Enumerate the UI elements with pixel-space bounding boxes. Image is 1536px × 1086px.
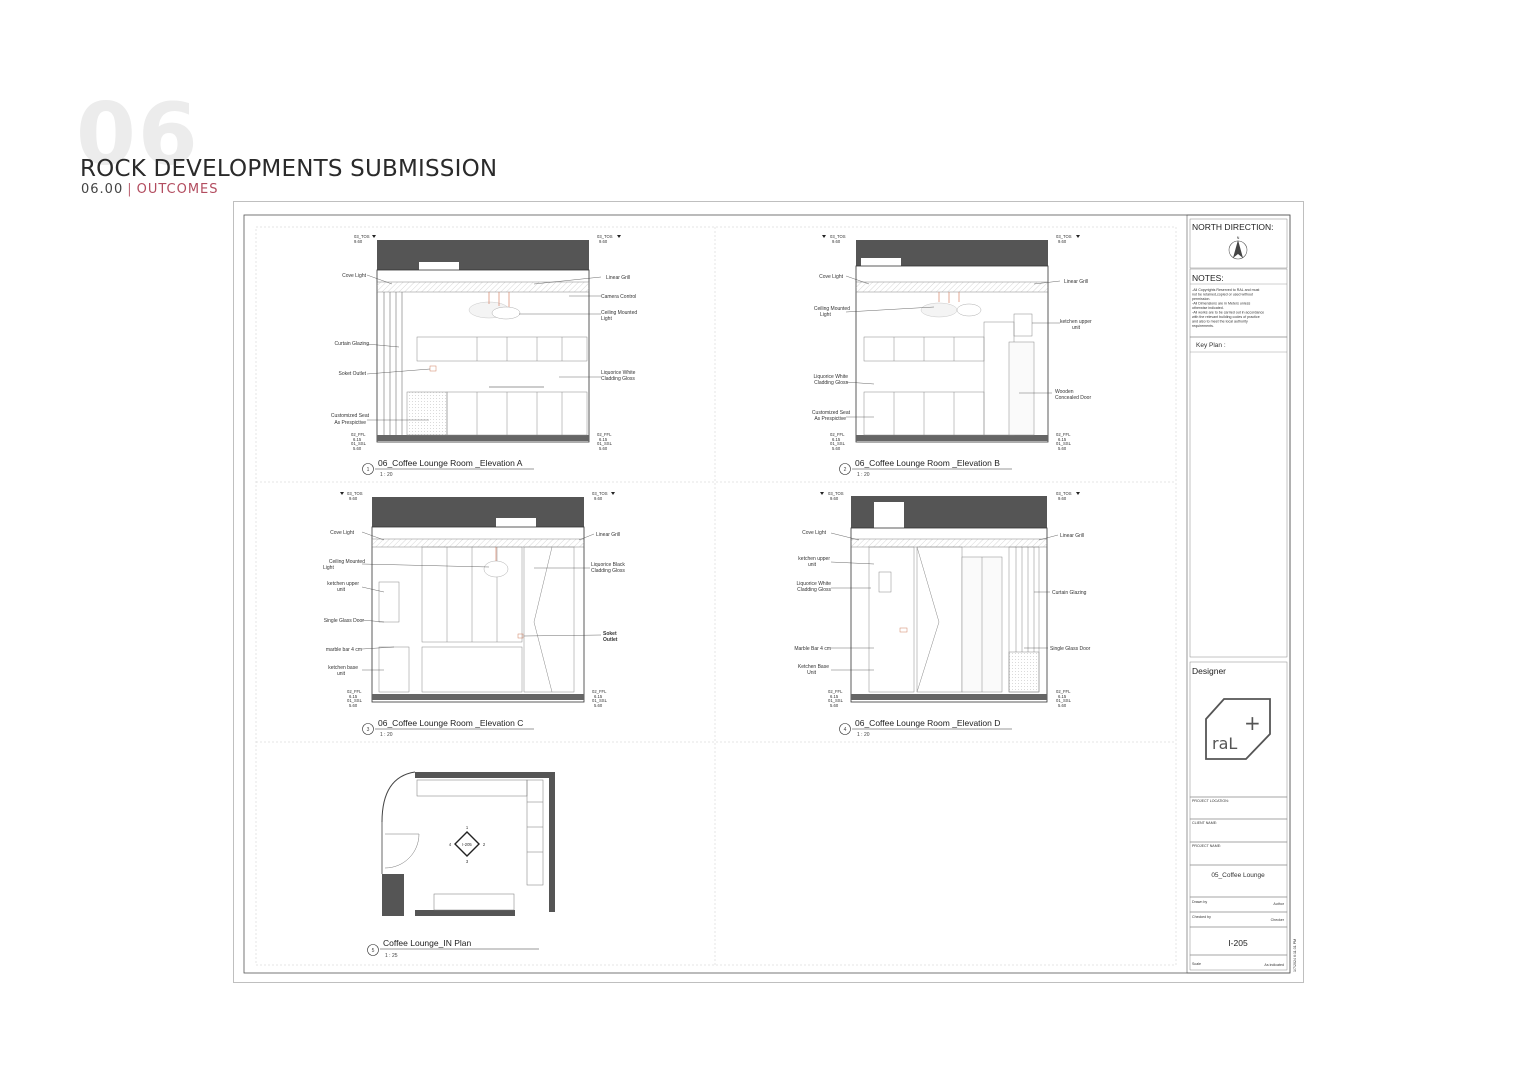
notes-line: not be retained,copied or used without: [1192, 292, 1253, 297]
elevation-b-label: Ceiling Mounted: [813, 306, 850, 312]
level-tos-value: 9.60: [349, 496, 358, 501]
level-ssl-value: 5.60: [1058, 703, 1067, 708]
elevation-a: [331, 234, 637, 478]
elevation-d-label: Single Glass Door: [1050, 646, 1091, 652]
level-tos: 03_TOS: [354, 234, 370, 239]
elevation-c-label: unit: [336, 587, 345, 593]
elevation-b-title: 06_Coffee Lounge Room _Elevation B: [855, 458, 1000, 468]
level-ffl-value: 6.15: [349, 694, 358, 699]
level-ffl-value: 6.15: [599, 437, 608, 442]
elevation-c-scale: 1 : 20: [380, 732, 393, 738]
level-ffl-value: 6.15: [830, 694, 839, 699]
level-tos: 03_TOS: [828, 491, 844, 496]
level-ssl-value: 5.60: [353, 446, 362, 451]
notes-line: -All Copyrights Reserved to RAL and must: [1192, 288, 1260, 292]
elevation-d-label: Linear Grill: [1060, 533, 1085, 539]
notes-line: otherwise indicated.: [1192, 306, 1224, 310]
elevation-d-label: Unit: [807, 670, 816, 676]
elevation-c-wall: [372, 527, 584, 702]
elevation-d-scale: 1 : 20: [857, 732, 870, 738]
floor-plan: [368, 772, 556, 959]
level-tos: 03_TOS: [830, 234, 846, 239]
section-name: OUTCOMES: [136, 182, 219, 197]
level-ssl: 01_SSL: [351, 441, 366, 446]
elevation-c-label: ketchen base: [328, 665, 358, 671]
plan-mark-4: 4: [448, 842, 452, 847]
plan-tag: I-205: [462, 842, 472, 847]
date-stamp: 1/7/2024 6:11:31 PM: [1293, 938, 1297, 972]
level-ssl-value: 5.60: [832, 446, 841, 451]
elevation-b-label: Customized Seat: [811, 410, 850, 416]
plan-scale: 1 : 25: [385, 953, 398, 959]
ral-logo: [1206, 699, 1270, 759]
level-ffl: 02_FFL: [1056, 689, 1071, 694]
elevation-d: [794, 491, 1090, 738]
elevation-c-label: Soket: [603, 631, 617, 637]
plan-title: Coffee Lounge_IN Plan: [383, 938, 472, 948]
elevation-d-label: Ketchen Base: [797, 664, 829, 670]
elevation-d-label: Marble Bar 4 cm: [794, 646, 831, 652]
level-ssl: 01_SSL: [347, 698, 362, 703]
elevation-a-label: Camera Control: [601, 294, 637, 300]
level-ffl: 02_FFL: [828, 689, 843, 694]
level-ssl: 01_SSL: [597, 441, 612, 446]
checked-by-label: Checked by: [1192, 915, 1211, 919]
level-ffl: 02_FFL: [347, 689, 362, 694]
elevation-a-label: Curtain Glazing: [334, 341, 369, 347]
elevation-c-label: Outlet: [603, 637, 618, 643]
level-ssl-value: 5.60: [599, 446, 608, 451]
elevation-a-label: Soket Outlet: [338, 371, 366, 377]
elevation-c-label: unit: [336, 671, 345, 677]
plan-mark-2: 2: [482, 842, 486, 847]
level-ssl-value: 5.60: [830, 703, 839, 708]
elevation-a-label: Light: [601, 316, 612, 322]
elevation-a-label: Linear Grill: [606, 275, 631, 281]
elevation-c-label: Linear Grill: [596, 532, 621, 538]
logo-text: raL: [1212, 734, 1238, 753]
elevation-d-label: Liquorice White: [796, 581, 831, 587]
level-ffl: 02_FFL: [830, 432, 845, 437]
elevation-d-label: Cove Light: [802, 530, 826, 536]
elevation-c-number: 3: [366, 727, 370, 733]
section-subtitle: [81, 182, 219, 197]
project-name-label: PROJECT NAME:: [1192, 844, 1222, 848]
notes-line: -All Dimensions are in Meters unless: [1192, 301, 1251, 306]
plan-mark-1: 1: [465, 825, 469, 830]
project-location-label: PROJECT LOCATION:: [1192, 799, 1229, 803]
elevation-c-label: ketchen upper: [327, 581, 359, 587]
level-tos: 03_TOS: [1056, 234, 1072, 239]
elevation-b-number: 2: [843, 467, 847, 473]
level-ffl-value: 6.15: [1058, 437, 1067, 442]
level-ssl: 01_SSL: [1056, 698, 1071, 703]
elevation-b-label: Linear Grill: [1064, 279, 1089, 285]
elevation-a-label: Ceiling Mounted: [601, 310, 638, 316]
elevation-b-label: Concealed Door: [1055, 395, 1092, 401]
elevation-b-label: Cladding Gloss: [814, 380, 848, 386]
elevation-b-label: Liquorice White: [813, 374, 848, 380]
key-plan-label: Key Plan :: [1196, 342, 1226, 349]
level-tos-value: 9.60: [1058, 496, 1067, 501]
elevation-b-label: ketchen upper: [1060, 319, 1092, 325]
level-ssl-value: 5.60: [594, 703, 603, 708]
level-ffl: 02_FFL: [592, 689, 607, 694]
level-ssl-value: 5.60: [349, 703, 358, 708]
level-ssl: 01_SSL: [830, 441, 845, 446]
level-ffl: 02_FFL: [597, 432, 612, 437]
drawn-by-label: Drawn by: [1192, 900, 1208, 904]
plan-number: 5: [371, 948, 375, 954]
checked-by: Checker: [1270, 918, 1284, 922]
elevation-b-label: unit: [1072, 325, 1081, 331]
drawing-sheet: [233, 201, 1304, 983]
level-tos-value: 9.60: [830, 496, 839, 501]
elevation-a-slab: [377, 240, 589, 270]
elevation-b-label: Cove Light: [819, 274, 843, 280]
elevation-c-label: Single Glass Door: [323, 618, 364, 624]
level-ssl: 01_SSL: [828, 698, 843, 703]
elevation-a-number: 1: [366, 467, 370, 473]
elevation-d-label: unit: [807, 562, 816, 568]
level-tos: 03_TOS: [347, 491, 363, 496]
elevation-c-label: Liquorice Black: [591, 562, 625, 568]
level-ffl-value: 6.15: [1058, 694, 1067, 699]
elevation-c-title: 06_Coffee Lounge Room _Elevation C: [378, 718, 524, 728]
level-tos-value: 9.60: [599, 239, 608, 244]
elevation-a-label: Customized Seat: [330, 413, 369, 419]
section-separator: |: [127, 182, 133, 197]
notes-line: requirements.: [1192, 324, 1214, 328]
level-ssl: 01_SSL: [592, 698, 607, 703]
elevation-c-label: Cove Light: [330, 530, 354, 536]
logo-plus: +: [1244, 711, 1261, 735]
scale-value: As indicated: [1264, 963, 1284, 967]
client-name-label: CLIENT NAME:: [1192, 821, 1218, 825]
elevation-a-title: 06_Coffee Lounge Room _Elevation A: [378, 458, 523, 468]
elevation-d-title: 06_Coffee Lounge Room _Elevation D: [855, 718, 1001, 728]
notes-line: -All works are to be carried out in accordance: [1192, 310, 1265, 315]
elevation-c: [323, 491, 625, 738]
level-tos: 03_TOS: [1056, 491, 1072, 496]
elevation-a-label: As Prespictive: [334, 420, 366, 426]
level-ffl: 02_FFL: [1056, 432, 1071, 437]
elevation-a-label: Liquorice White: [601, 370, 636, 376]
elevation-c-label: Ceiling Mounted: [328, 559, 365, 565]
drawn-by: Author: [1273, 902, 1284, 906]
elevation-d-number: 4: [843, 727, 847, 733]
elevation-b-label: Wooden: [1055, 389, 1074, 395]
notes-label: NOTES:: [1192, 273, 1224, 283]
level-tos: 03_TOS: [597, 234, 613, 239]
elevation-b-label: Light: [820, 312, 831, 318]
elevation-c-label: Cladding Gloss: [591, 568, 625, 574]
designer-label: Designer: [1192, 666, 1227, 676]
level-ssl: 01_SSL: [1056, 441, 1071, 446]
elevation-b: [812, 234, 1092, 478]
notes-line: with the relevant building codes of practice: [1192, 315, 1260, 319]
sheet-number: I-205: [1228, 938, 1248, 948]
elevation-a-label: Cladding Gloss: [601, 376, 635, 382]
project-name: 05_Coffee Lounge: [1211, 872, 1265, 879]
north-direction-label: NORTH DIRECTION:: [1192, 222, 1274, 232]
level-tos-value: 9.60: [594, 496, 603, 501]
notes-line: permission.: [1192, 297, 1211, 301]
level-tos: 03_TOS: [592, 491, 608, 496]
elevation-b-label: As Prespictive: [814, 416, 846, 422]
elevation-d-label: Cladding Gloss: [797, 587, 831, 593]
level-ffl-value: 6.15: [832, 437, 841, 442]
notes-line: and also to meet the local authority: [1192, 319, 1248, 324]
level-tos-value: 9.60: [832, 239, 841, 244]
elevation-a-scale: 1 : 20: [380, 472, 393, 478]
level-ffl: 02_FFL: [351, 432, 366, 437]
elevation-d-label: ketchen upper: [798, 556, 830, 562]
level-tos-value: 9.60: [1058, 239, 1067, 244]
elevation-b-scale: 1 : 20: [857, 472, 870, 478]
plan-mark-3: 3: [465, 859, 469, 864]
north-letter: N: [1236, 236, 1240, 240]
elevation-d-label: Curtain Glazing: [1052, 590, 1087, 596]
elevation-a-label: Cove Light: [342, 273, 366, 279]
elevation-c-label: Light: [323, 565, 334, 571]
page-title: ROCK DEVELOPMENTS SUBMISSION: [80, 156, 498, 182]
section-big-number: 06: [76, 85, 200, 185]
elevation-c-label: marble bar 4 cm: [325, 647, 362, 653]
level-ffl-value: 6.15: [353, 437, 362, 442]
level-ffl-value: 6.15: [594, 694, 603, 699]
level-ssl-value: 5.60: [1058, 446, 1067, 451]
section-number: 06.00: [81, 182, 124, 197]
level-tos-value: 9.60: [354, 239, 363, 244]
scale-label: Scale: [1192, 962, 1201, 966]
title-block: [1187, 215, 1297, 973]
